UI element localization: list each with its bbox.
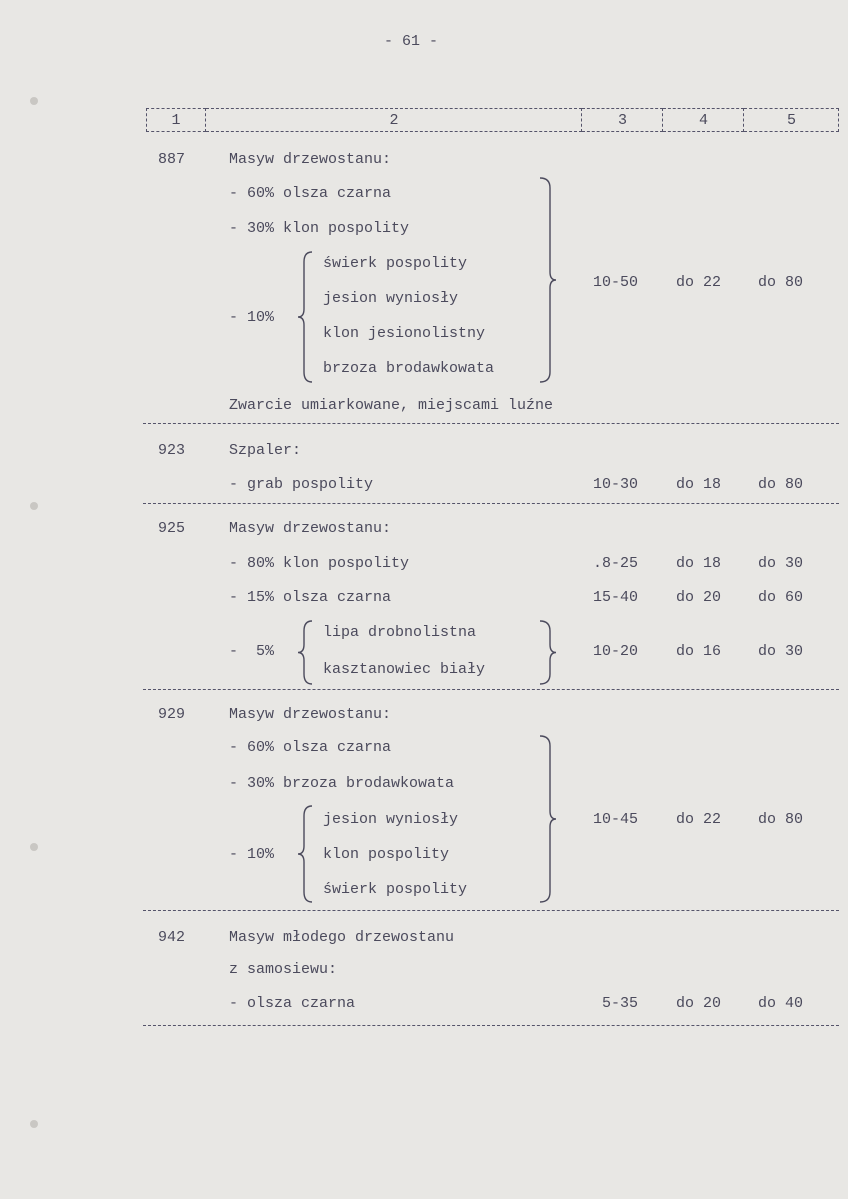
row-divider <box>143 423 839 424</box>
col5-value: do 60 <box>758 589 804 606</box>
col4-value: do 20 <box>676 995 722 1012</box>
col4-value: do 20 <box>676 589 722 606</box>
col3-value: 10-50 <box>593 274 639 291</box>
col5-value: do 30 <box>758 643 804 660</box>
species-line: - grab pospolity <box>229 476 374 493</box>
col5-value: do 40 <box>758 995 804 1012</box>
entry-id: 887 <box>158 151 186 168</box>
group-species: klon jesionolistny <box>323 325 486 342</box>
col4-value: do 22 <box>676 811 722 828</box>
row-divider <box>143 689 839 690</box>
group-species: jesion wyniosły <box>323 811 459 828</box>
col3-value: 5-35 <box>602 995 639 1012</box>
group-species: świerk pospolity <box>323 255 468 272</box>
left-brace <box>298 621 312 684</box>
entry-title: Masyw młodego drzewostanu <box>229 929 455 946</box>
entry-id: 942 <box>158 929 186 946</box>
col5-value: do 80 <box>758 274 804 291</box>
col5-value: do 80 <box>758 476 804 493</box>
right-brace <box>540 736 556 902</box>
col4-value: do 16 <box>676 643 722 660</box>
row-divider <box>143 503 839 504</box>
species-line: - 80% klon pospolity <box>229 555 410 572</box>
page-number: - 61 - <box>384 33 439 50</box>
group-species: kasztanowiec biały <box>323 661 486 678</box>
group-species: brzoza brodawkowata <box>323 360 495 377</box>
group-species: świerk pospolity <box>323 881 468 898</box>
group-species: jesion wyniosły <box>323 290 459 307</box>
header-col-3: 3 <box>617 112 627 129</box>
group-species: lipa drobnolistna <box>323 624 477 641</box>
group-percent: - 5% <box>229 643 275 660</box>
col3-value: 10-20 <box>593 643 639 660</box>
entry-title: Masyw drzewostanu: <box>229 151 392 168</box>
col4-value: do 18 <box>676 476 722 493</box>
col3-value: 10-45 <box>593 811 639 828</box>
entry-title: Masyw drzewostanu: <box>229 520 392 537</box>
entry-note: Zwarcie umiarkowane, miejscami luźne <box>229 397 554 414</box>
col5-value: do 80 <box>758 811 804 828</box>
species-line: - 30% klon pospolity <box>229 220 410 237</box>
species-line: - 15% olsza czarna <box>229 589 392 606</box>
entry-id: 925 <box>158 520 186 537</box>
group-percent: - 10% <box>229 846 275 863</box>
row-divider <box>143 910 839 911</box>
species-line: - 60% olsza czarna <box>229 739 392 756</box>
right-brace <box>540 178 556 382</box>
col4-value: do 18 <box>676 555 722 572</box>
col3-value: 15-40 <box>593 589 639 606</box>
col3-value: .8-25 <box>593 555 639 572</box>
group-percent: - 10% <box>229 309 275 326</box>
left-brace <box>298 806 312 902</box>
col4-value: do 22 <box>676 274 722 291</box>
row-divider <box>143 1025 839 1026</box>
entry-title: Masyw drzewostanu: <box>229 706 392 723</box>
header-col-2: 2 <box>389 112 399 129</box>
entry-id: 929 <box>158 706 186 723</box>
entry-id: 923 <box>158 442 186 459</box>
header-col-4: 4 <box>698 112 708 129</box>
right-brace <box>540 621 556 684</box>
header-col-1: 1 <box>171 112 181 129</box>
group-species: klon pospolity <box>323 846 450 863</box>
entry-title: Szpaler: <box>229 442 302 459</box>
col5-value: do 30 <box>758 555 804 572</box>
left-brace <box>298 252 312 382</box>
species-line: - 30% brzoza brodawkowata <box>229 775 455 792</box>
col3-value: 10-30 <box>593 476 639 493</box>
species-line: - olsza czarna <box>229 995 356 1012</box>
entry-title-continued: z samosiewu: <box>229 961 338 978</box>
species-line: - 60% olsza czarna <box>229 185 392 202</box>
header-col-5: 5 <box>786 112 796 129</box>
